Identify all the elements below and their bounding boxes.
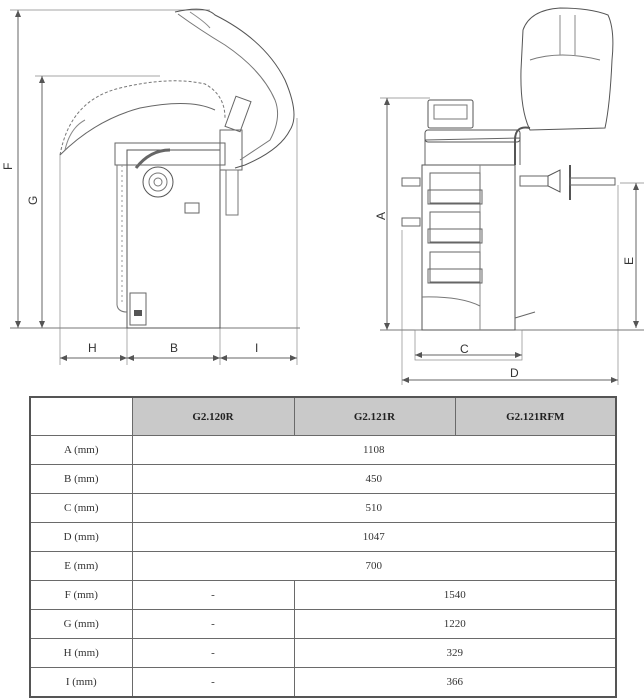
table-row xyxy=(30,639,616,668)
row-value-others: 366 xyxy=(294,668,616,698)
table-row xyxy=(30,581,616,610)
table-row xyxy=(30,668,616,698)
table-row xyxy=(30,465,616,494)
row-label: F (mm) xyxy=(30,581,132,610)
row-value-others: 1220 xyxy=(294,610,616,639)
row-value-g2-120r: - xyxy=(132,581,294,610)
dim-label-f: F xyxy=(1,162,15,170)
row-label: H (mm) xyxy=(30,639,132,668)
row-value-others: 1540 xyxy=(294,581,616,610)
row-label: I (mm) xyxy=(30,668,132,698)
dim-label-h: H xyxy=(88,341,97,355)
dim-label-b: B xyxy=(170,341,179,355)
row-label: G (mm) xyxy=(30,610,132,639)
table-row xyxy=(30,552,616,581)
header-g2-121r: G2.121R xyxy=(294,397,455,436)
header-blank xyxy=(30,397,132,436)
header-g2-121rfm: G2.121RFM xyxy=(455,397,616,436)
row-label: B (mm) xyxy=(30,465,132,494)
table-row xyxy=(30,523,616,552)
dim-label-i: I xyxy=(255,341,259,355)
table-row xyxy=(30,494,616,523)
row-label: A (mm) xyxy=(30,436,132,465)
row-label: D (mm) xyxy=(30,523,132,552)
dim-label-e: E xyxy=(622,256,636,265)
dim-label-g: G xyxy=(26,195,40,205)
row-value-g2-120r: - xyxy=(132,668,294,698)
row-value: 450 xyxy=(132,465,616,494)
row-value: 510 xyxy=(132,494,616,523)
front-view-drawing xyxy=(380,8,644,385)
table-row xyxy=(30,610,616,639)
row-value-g2-120r: - xyxy=(132,610,294,639)
row-label: E (mm) xyxy=(30,552,132,581)
row-value-g2-120r: - xyxy=(132,639,294,668)
header-g2-120r: G2.120R xyxy=(132,397,294,436)
row-value: 1108 xyxy=(132,436,616,465)
row-value-others: 329 xyxy=(294,639,616,668)
row-value: 700 xyxy=(132,552,616,581)
row-value: 1047 xyxy=(132,523,616,552)
dim-label-d: D xyxy=(510,366,519,380)
row-label: C (mm) xyxy=(30,494,132,523)
dim-label-c: C xyxy=(460,342,469,356)
dimensions-table xyxy=(29,396,617,698)
table-header-row xyxy=(30,397,616,436)
side-view-drawing xyxy=(10,9,300,365)
table-row xyxy=(30,436,616,465)
dim-label-a: A xyxy=(374,211,388,220)
